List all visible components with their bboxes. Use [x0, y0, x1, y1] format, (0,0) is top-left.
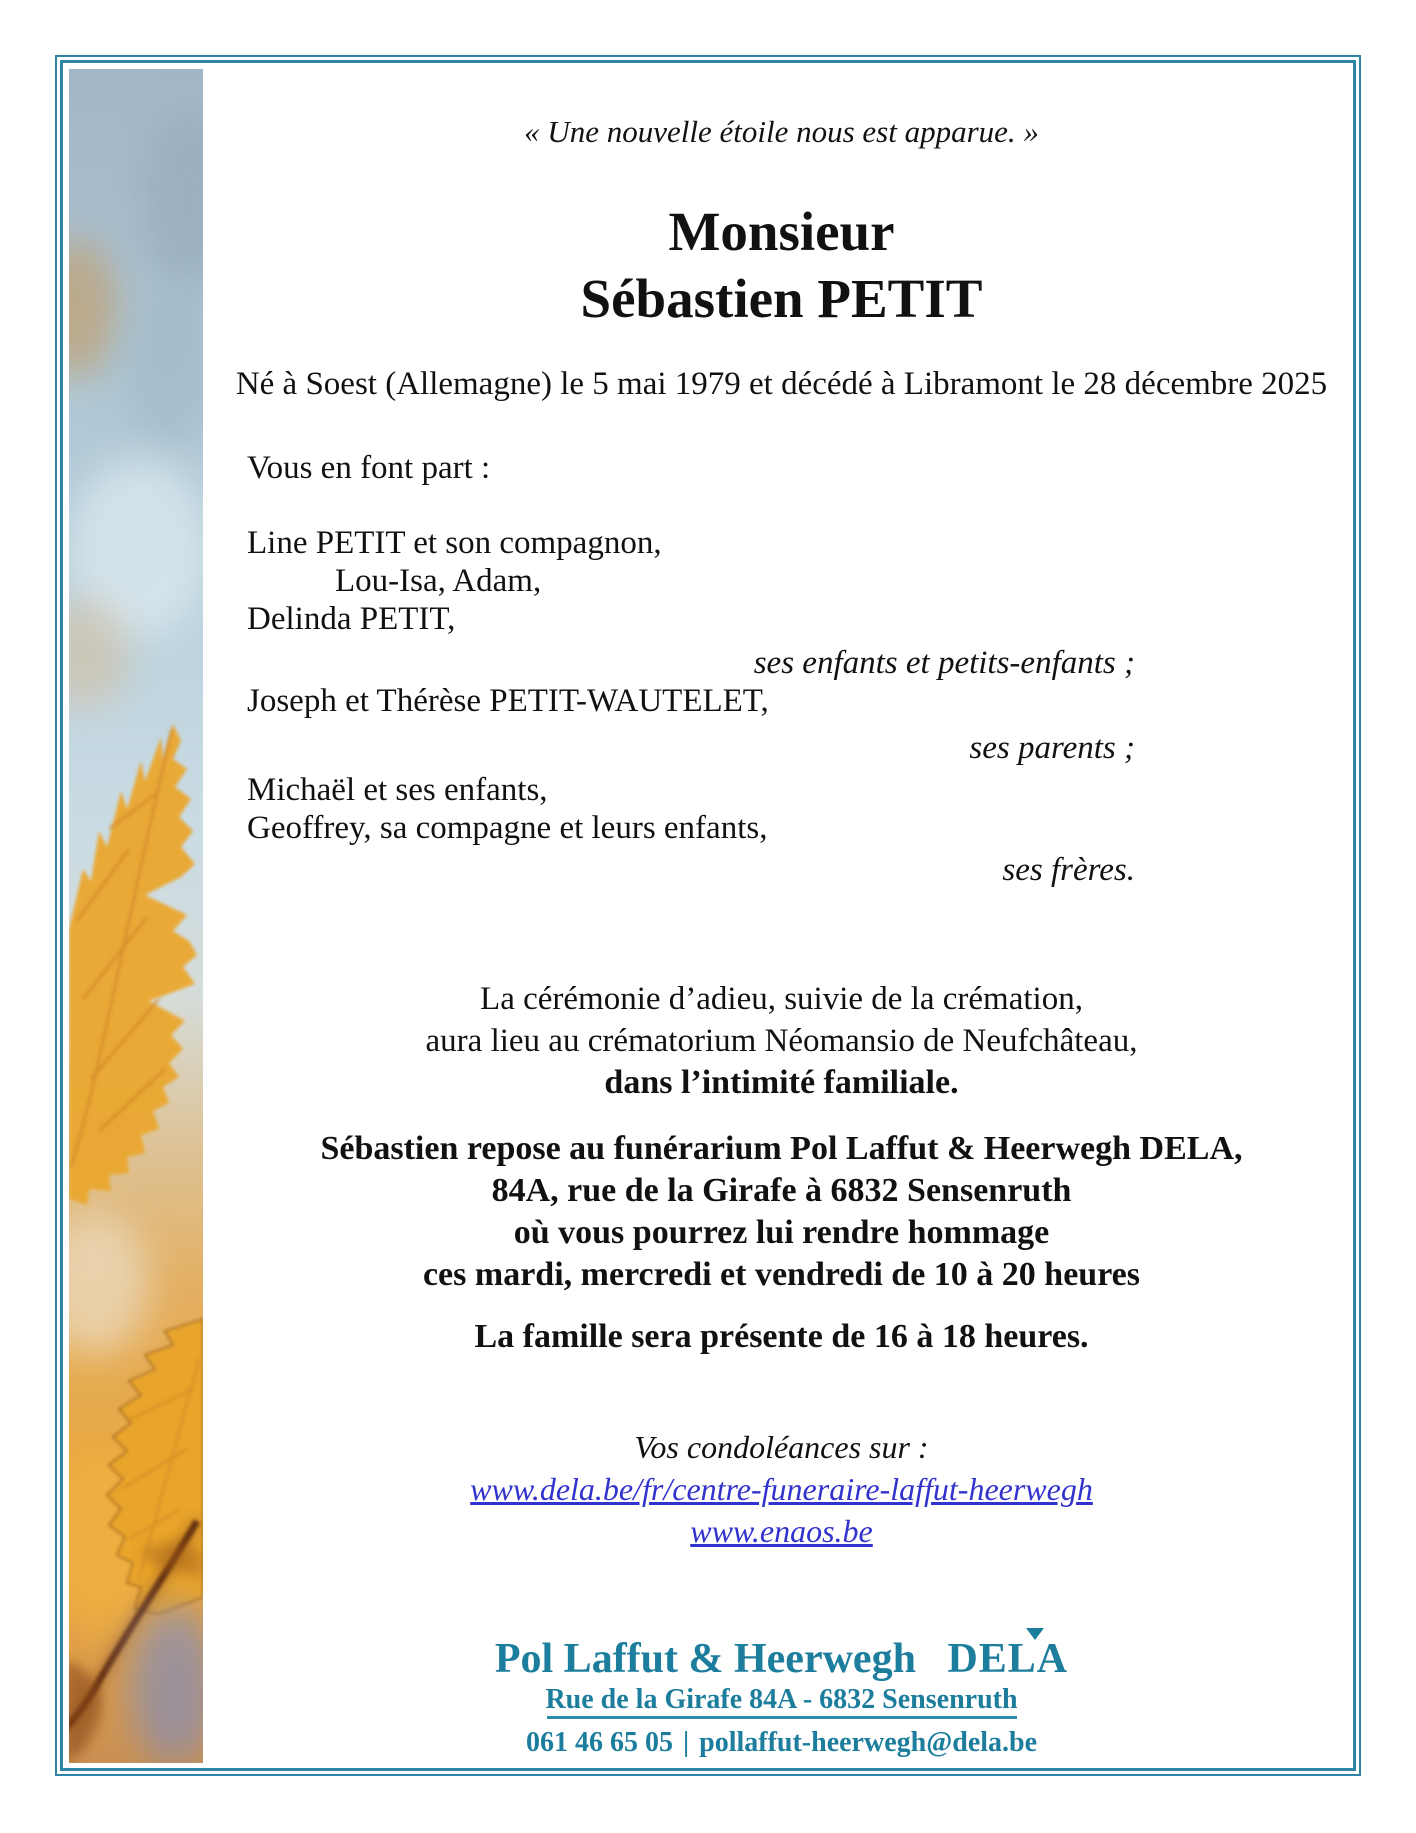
announcement-intro: Vous en font part :	[247, 450, 491, 486]
family-presence-note: La famille sera présente de 16 à 18 heures.	[474, 1318, 1089, 1355]
ceremony-details	[203, 978, 1360, 1104]
footer-separator: |	[682, 1727, 690, 1758]
announcement-content	[203, 0, 1360, 1833]
relation-label: ses enfants et petits-enfants ;	[753, 645, 1135, 681]
footer-address: Rue de la Girafe 84A - 6832 Sensenruth	[545, 1684, 1018, 1715]
repose-line: 84A, rue de la Girafe à 6832 Sensenruth	[491, 1172, 1072, 1209]
family-list	[203, 524, 1360, 889]
footer-phone: 061 46 65 05	[525, 1727, 673, 1758]
dela-triangle-icon	[1026, 1628, 1044, 1640]
opening-quote: « Une nouvelle étoile nous est apparue. »	[524, 114, 1039, 149]
title-block	[203, 198, 1360, 332]
ceremony-line: La cérémonie d’adieu, suivie de la crémation,	[480, 981, 1083, 1017]
repose-line: ces mardi, mercredi et vendredi de 10 à 20 heures	[422, 1256, 1141, 1293]
funeral-home-logo	[203, 1634, 1360, 1684]
relation-label: ses frères.	[1002, 852, 1135, 888]
ceremony-line: aura lieu au crématorium Néomansio de Neufchâteau,	[425, 1023, 1138, 1059]
family-line: Geoffrey, sa compagne et leurs enfants,	[247, 810, 768, 846]
family-line: Delinda PETIT,	[247, 601, 456, 637]
deceased-name: Sébastien PETIT	[580, 268, 983, 329]
repose-line: Sébastien repose au funérarium Pol Laffut & Heerwegh DELA,	[320, 1130, 1243, 1167]
repose-line: où vous pourrez lui rendre hommage	[513, 1214, 1050, 1251]
footer-divider	[203, 1716, 1360, 1719]
family-line: Line PETIT et son compagnon,	[247, 525, 662, 561]
footer-contact	[203, 1726, 1360, 1760]
condolences-label: Vos condoléances sur :	[634, 1429, 929, 1465]
ceremony-privacy-note: dans l’intimité familiale.	[604, 1064, 959, 1101]
repose-details	[203, 1128, 1360, 1296]
family-line: Lou-Isa, Adam,	[335, 563, 542, 599]
condolence-link-enaos[interactable]: www.enaos.be	[690, 1513, 873, 1549]
condolence-link-dela[interactable]: www.dela.be/fr/centre-funeraire-laffut-heerwegh	[470, 1471, 1093, 1507]
brand-mark: DELA	[947, 1634, 1068, 1684]
autumn-leaves-photo	[69, 69, 203, 1763]
relation-label: ses parents ;	[969, 730, 1135, 766]
condolences-section	[203, 1426, 1360, 1552]
family-line: Michaël et ses enfants,	[247, 772, 548, 808]
funeral-home-name: Pol Laffut & Heerwegh	[494, 1636, 916, 1682]
footer-email: pollaffut-heerwegh@dela.be	[699, 1727, 1038, 1758]
title-prefix: Monsieur	[668, 201, 895, 262]
family-line: Joseph et Thérèse PETIT-WAUTELET,	[247, 683, 769, 719]
life-dates: Né à Soest (Allemagne) le 5 mai 1979 et décédé à Libramont le 28 décembre 2025	[235, 366, 1328, 402]
